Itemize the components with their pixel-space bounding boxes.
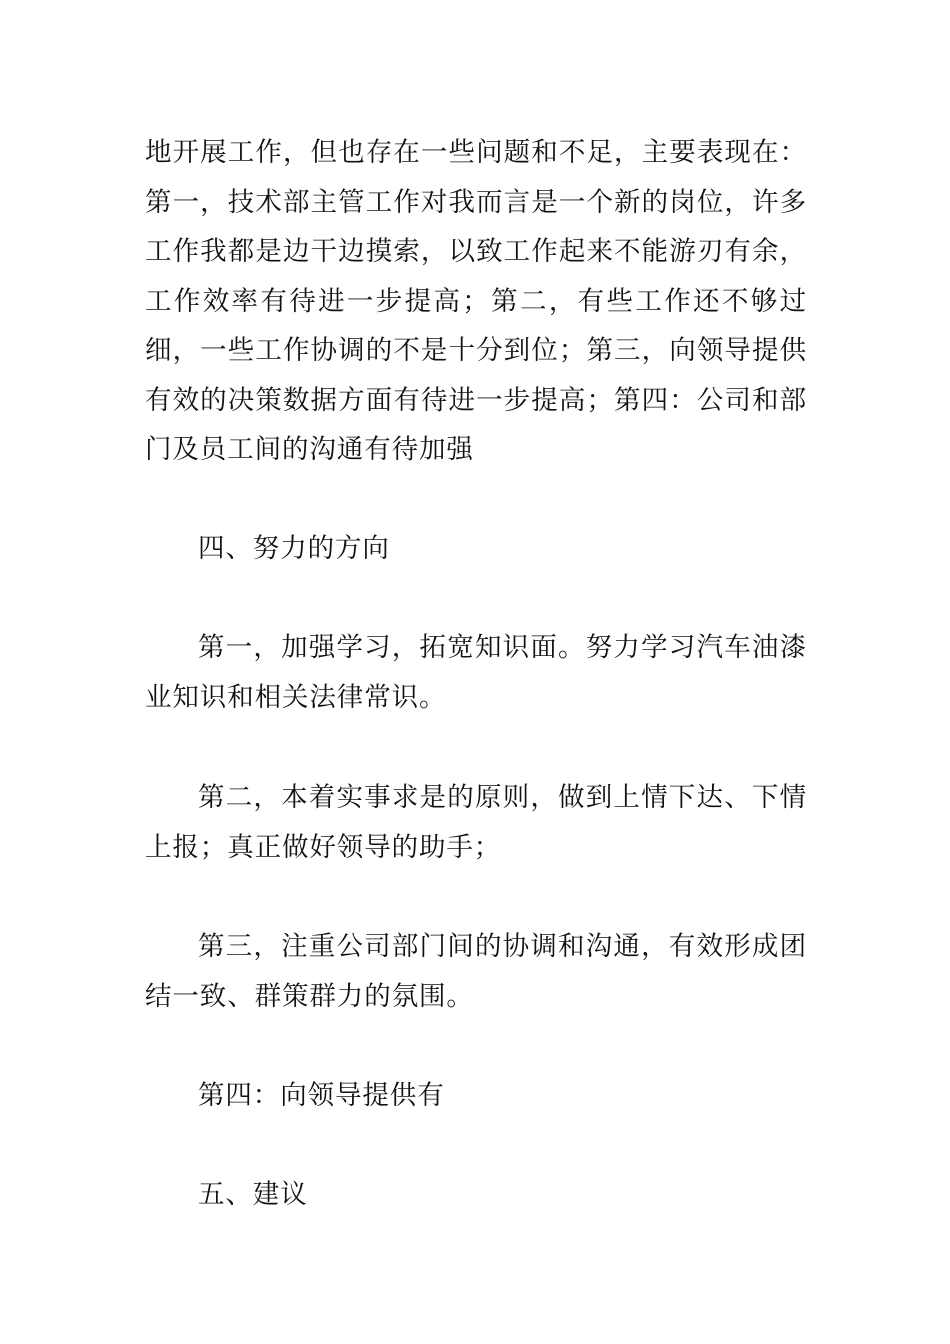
paragraph-problems-continuation: 地开展工作，但也存在一些问题和不足，主要表现在：第一，技术部主管工作对我而言是一个新的岗位，许多工作我都是边干边摸索，以致工作起来不能游刃有余，工作效率有待进一步提高；第二，有些工作还不够过细，一些工作协调的不是十分到位；第三，向领导提供有效的决策数据方面有待进一步提高；第四：公司和部门及员工间的沟通有待加强 [145, 137, 807, 465]
section-heading-five: 五、建议 [198, 1179, 308, 1210]
paragraph-direction-two: 第二，本着实事求是的原则，做到上情下达、下情上报；真正做好领导的助手； [145, 782, 807, 863]
paragraph-direction-one: 第一，加强学习，拓宽知识面。努力学习汽车油漆业知识和相关法律常识。 [145, 632, 807, 713]
section-heading-four: 四、努力的方向 [198, 533, 390, 564]
paragraph-direction-four: 第四：向领导提供有 [198, 1080, 445, 1111]
paragraph-direction-three: 第三，注重公司部门间的协调和沟通，有效形成团结一致、群策群力的氛围。 [145, 931, 807, 1012]
